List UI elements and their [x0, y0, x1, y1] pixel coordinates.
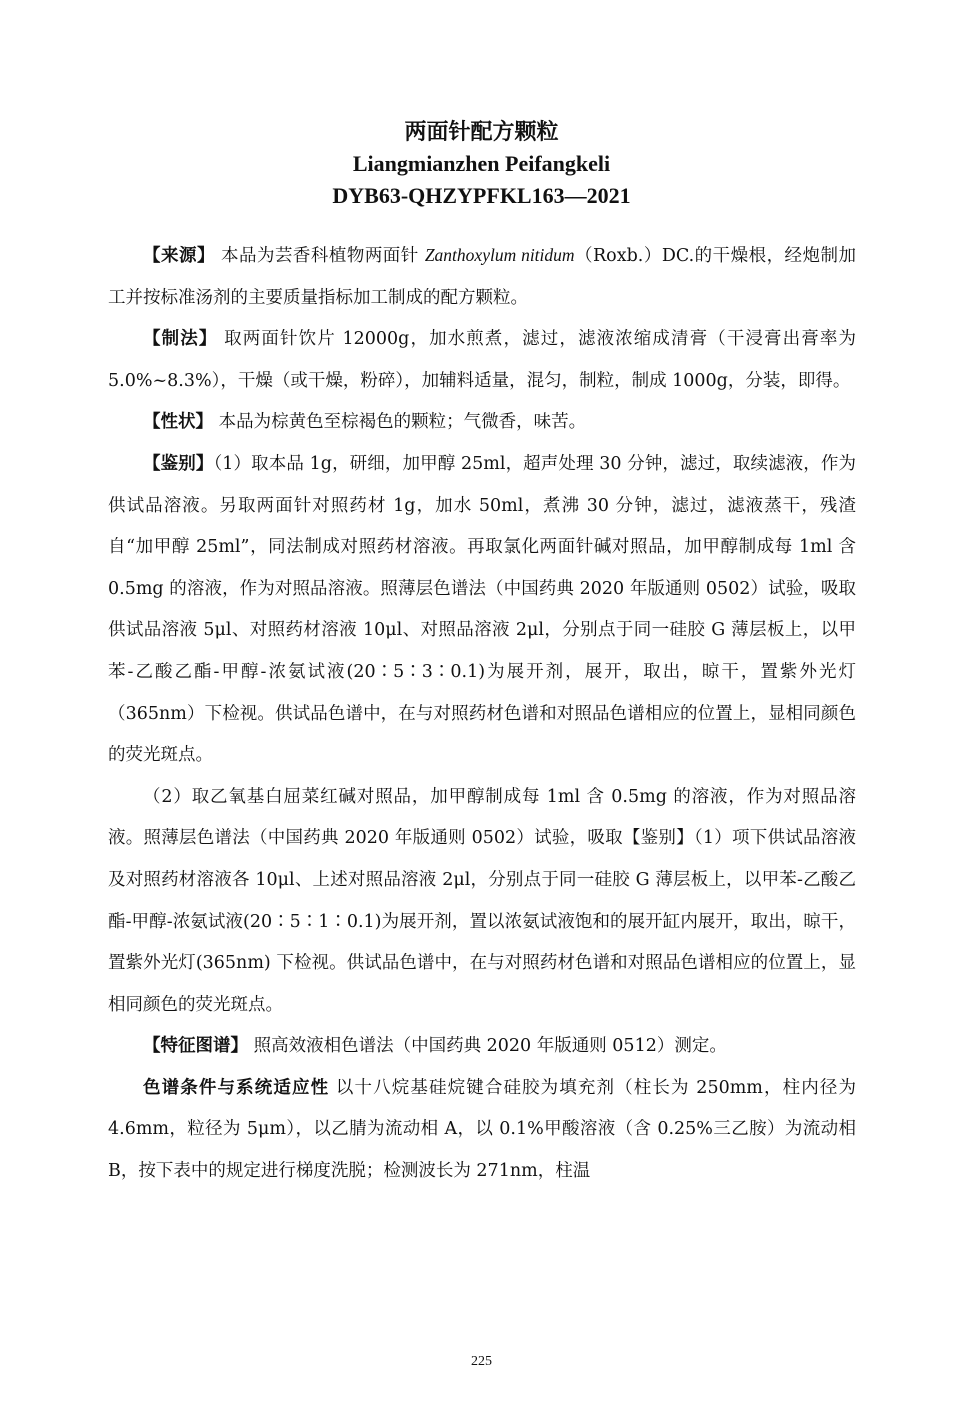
fingerprint-paragraph	[108, 1026, 856, 1068]
identification-paragraph-2	[108, 777, 856, 1027]
title-pinyin: Liangmianzhen Peifangkeli	[352, 151, 611, 176]
source-text-b: （Roxb.）DC.的干燥根，经炮制加工并按标准汤剂的主要质量指标加工制成的配方颗粒。	[108, 246, 857, 308]
preparation-heading: 【制法】	[143, 329, 218, 350]
fingerprint-heading: 【特征图谱】	[143, 1036, 248, 1057]
source-heading: 【来源】	[143, 246, 215, 266]
fingerprint-text: 照高效液相色谱法（中国药典 2020 年版通则 0512）测定。	[253, 1036, 727, 1057]
identification-heading: 【鉴别】	[143, 453, 214, 474]
source-text-a: 本品为芸香科植物两面针	[220, 246, 425, 266]
standard-code: DYB63-QHZYPFKL163—2021	[332, 183, 631, 208]
source-paragraph	[108, 235, 856, 319]
chromatography-conditions-heading: 色谱条件与系统适应性	[143, 1077, 330, 1098]
characters-heading: 【性状】	[143, 412, 213, 433]
identification-paragraph-1	[108, 444, 856, 777]
title-chinese: 两面针配方颗粒	[404, 119, 559, 145]
characters-text: 本品为棕黄色至棕褐色的颗粒；气微香，味苦。	[218, 412, 587, 433]
preparation-paragraph	[108, 319, 856, 402]
latin-name: Zanthoxylum nitidum	[424, 245, 575, 265]
preparation-text: 取两面针饮片 12000g，加水煎煮，滤过，滤液浓缩成清膏（干浸膏出膏率为 5.0%~8.3%），干燥（或干燥，粉碎），加辅料适量，混匀，制粒，制成 1000g，分装，即得。	[108, 329, 857, 391]
monograph-body	[108, 235, 856, 1193]
characters-paragraph	[108, 402, 856, 444]
page-number: 225	[471, 1354, 492, 1369]
identification-text-2: （2）取乙氧基白屈菜红碱对照品，加甲醇制成每 1ml 含 0.5mg 的溶液，作为对照品溶液。照薄层色谱法（中国药典 2020 年版通则 0502）试验，吸取【鉴别】（1）项下供试品溶液及对照药材溶液各 10μl、上述对照品溶液 2μl，分别点于同一硅胶 G 薄层板上，以甲苯-乙酸乙酯-甲醇-浓氨试液(20∶5∶1∶0.1)为展开剂，置以浓氨试液饱和的展开缸内展开，取出，晾干，置紫外光灯(365nm) 下检视。供试品色谱中，在与对照药材色谱和对照品色谱相应的位置上，显相同颜色的荧光斑点。	[108, 786, 856, 1015]
chromatography-conditions-text: 以十八烷基硅烷键合硅胶为填充剂（柱长为 250mm，柱内径为 4.6mm，粒径为 5μm），以乙腈为流动相 A，以 0.1%甲酸溶液（含 0.25%三乙胺）为流动相 B，按下表中的规定进行梯度洗脱；检测波长为 271nm，柱温	[108, 1077, 856, 1182]
chromatography-conditions-paragraph	[108, 1068, 856, 1193]
identification-text-1: （1）取本品 1g，研细，加甲醇 25ml，超声处理 30 分钟，滤过，取续滤液，作为供试品溶液。另取两面针对照药材 1g，加水 50ml，煮沸 30 分钟，滤过，滤液蒸干，残渣自“加甲醇 25ml”，同法制成对照药材溶液。再取氯化两面针碱对照品，加甲醇制成每 1ml 含 0.5mg 的溶液，作为对照品溶液。照薄层色谱法（中国药典 2020 年版通则 0502）试验，吸取供试品溶液 5μl、对照药材溶液 10μl、对照品溶液 2μl，分别点于同一硅胶 G 薄层板上，以甲苯-乙酸乙酯-甲醇-浓氨试液(20∶5∶3∶0.1)为展开剂，展开，取出，晾干，置紫外光灯（365nm）下检视。供试品色谱中，在与对照药材色谱和对照品色谱相应的位置上，显相同颜色的荧光斑点。	[108, 453, 857, 766]
